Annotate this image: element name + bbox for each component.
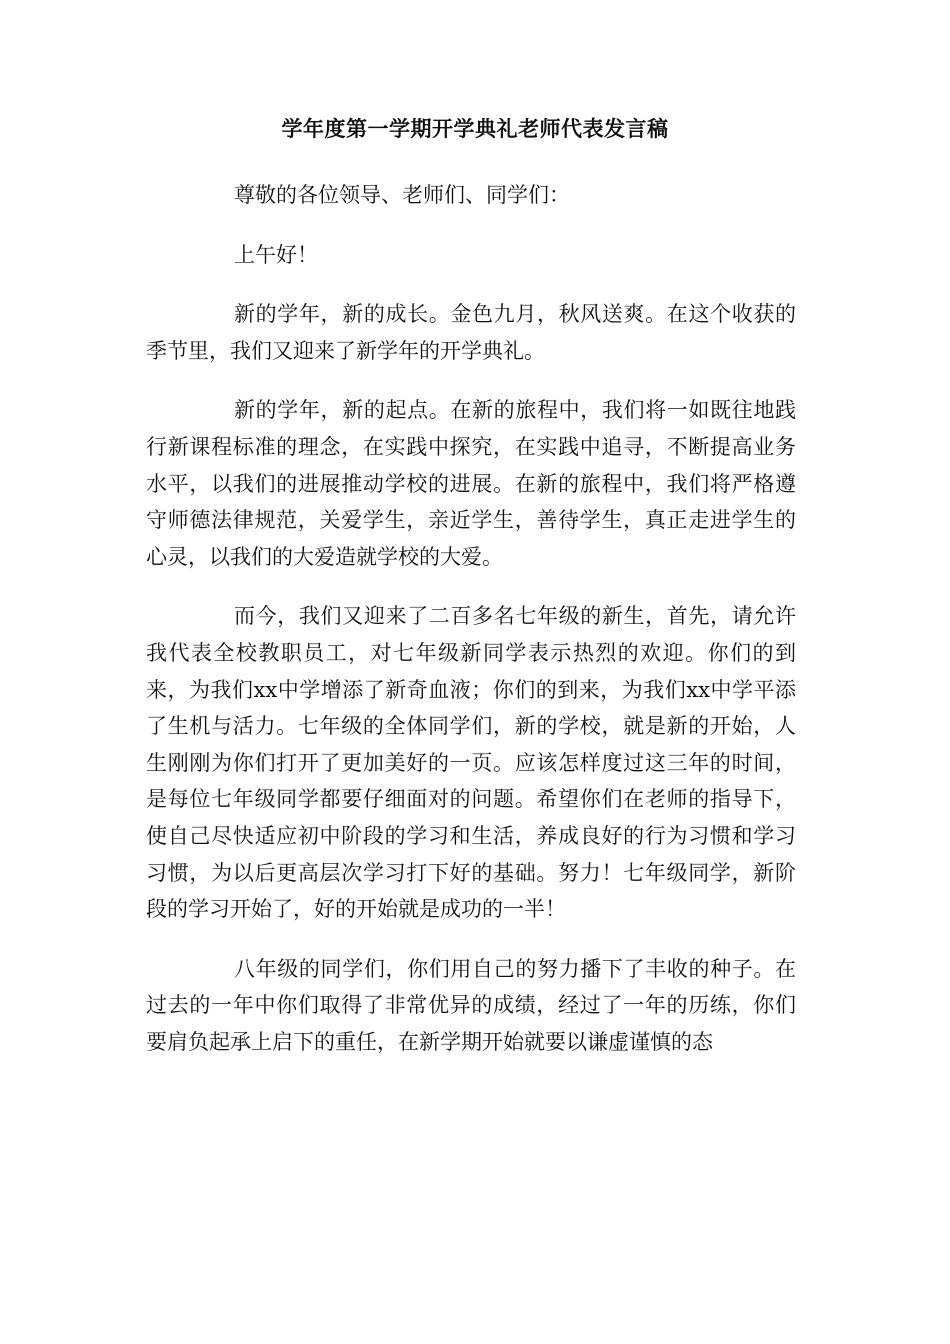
document-title: 学年度第一学期开学典礼老师代表发言稿 — [281, 116, 669, 141]
document-body — [146, 177, 796, 1083]
paragraph: 新的学年，新的起点。在新的旅程中，我们将一如既往地践行新课程标准的理念，在实践中探究，在实践中追寻，不断提高业务水平，以我们的进展推动学校的进展。在新的旅程中，我们将严格遵守师德法律规范，关爱学生，亲近学生，善待学生，真正走进学生的心灵，以我们的大爱造就学校的大爱。 — [146, 398, 796, 569]
paragraph-greeting: 上午好！ — [234, 242, 318, 267]
paragraph: 八年级的同学们，你们用自己的努力播下了丰收的种子。在过去的一年中你们取得了非常优异的成绩，经过了一年的历练，你们要肩负起承上启下的重任，在新学期开始就要以谦虚谨慎的态 — [146, 956, 796, 1054]
paragraph-salutation: 尊敬的各位领导、老师们、同学们： — [234, 183, 570, 207]
paragraph: 新的学年，新的成长。金色九月，秋风送爽。在这个收获的季节里，我们又迎来了新学年的开学典礼。 — [146, 302, 796, 363]
paragraph: 而今，我们又迎来了二百多名七年级的新生，首先，请允许我代表全校教职员工，对七年级新同学表示热烈的欢迎。你们的到来，为我们xx中学增添了新奇血液；你们的到来，为我们xx中学平添了生机与活力。七年级的全体同学们，新的学校，就是新的开始，人生刚刚为你们打开了更加美好的一页。应该怎样度过这三年的时间，是每位七年级同学都要仔细面对的问题。希望你们在老师的指导下，使自己尽快适应初中阶段的学习和生活，养成良好的行为习惯和学习习惯，为以后更高层次学习打下好的基础。努力！七年级同学，新阶段的学习开始了，好的开始就是成功的一半！ — [146, 604, 796, 922]
